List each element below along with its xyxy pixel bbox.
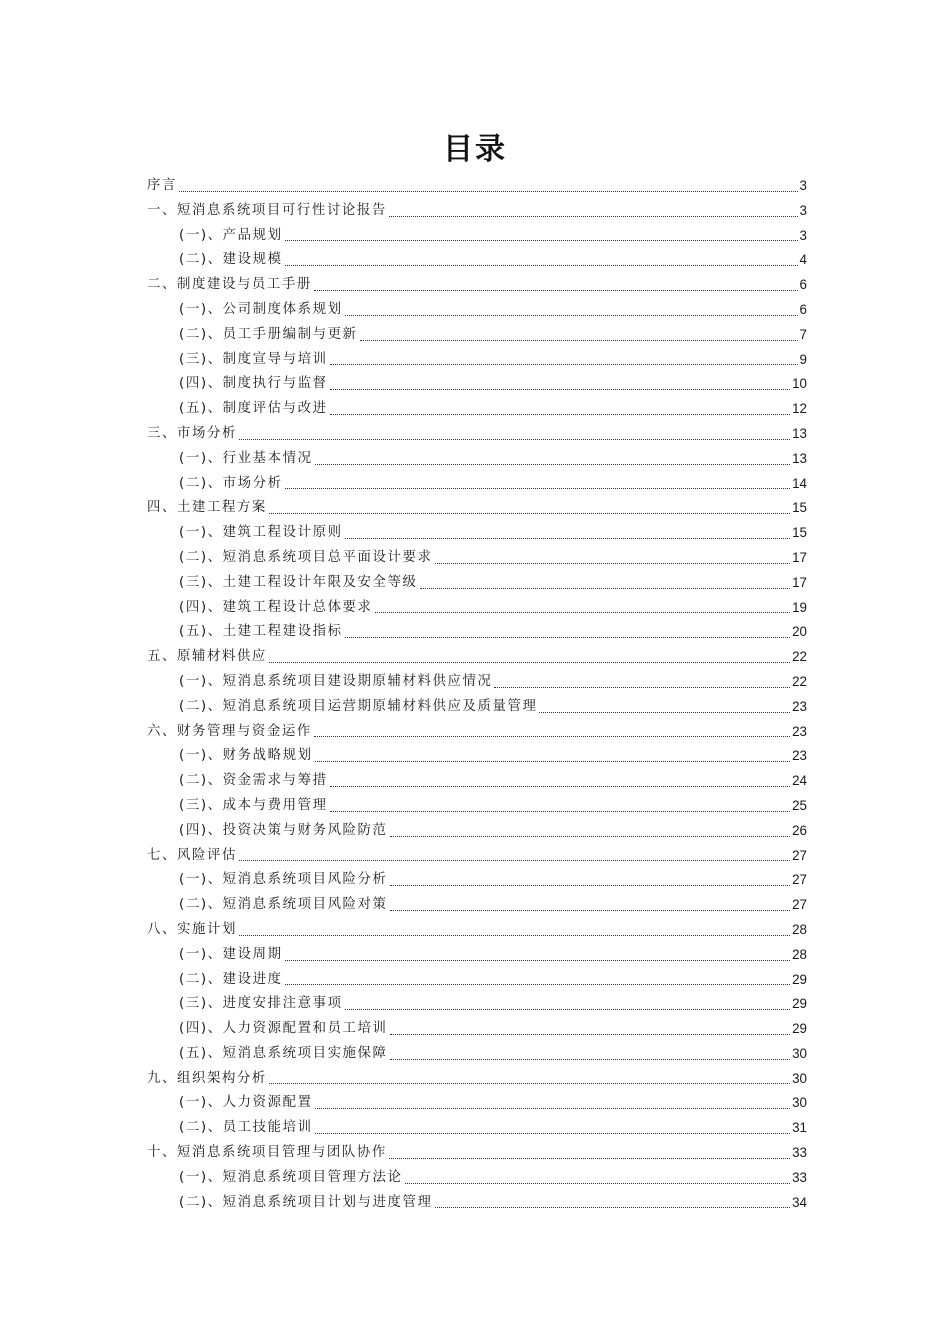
toc-dot-leader (269, 512, 790, 514)
toc-section-entry[interactable] (147, 645, 807, 670)
toc-entry-title: (二)、员工技能培训 (179, 1120, 313, 1136)
toc-subsection-entry[interactable] (147, 298, 807, 323)
toc-subsection-entry[interactable] (147, 372, 807, 397)
toc-entry-title: (三)、进度安排注意事项 (179, 996, 343, 1012)
toc-entry-title: (四)、投资决策与财务风险防范 (179, 822, 388, 838)
toc-page-number: 17 (792, 574, 807, 590)
toc-section-entry[interactable] (147, 273, 807, 298)
toc-subsection-entry[interactable] (147, 1017, 807, 1042)
toc-entry-title: 六、财务管理与资金运作 (147, 723, 312, 739)
toc-page-number: 29 (792, 971, 807, 987)
toc-entry-title: (二)、建设进度 (179, 971, 283, 987)
toc-dot-leader (330, 785, 791, 787)
toc-section-entry[interactable] (147, 199, 807, 224)
toc-entry-title: (一)、建设周期 (179, 946, 283, 962)
toc-section-entry[interactable] (147, 496, 807, 521)
toc-entry-title: 序言 (147, 178, 177, 193)
toc-entry-title: (二)、短消息系统项目运营期原辅材料供应及质量管理 (179, 698, 538, 714)
toc-entry-title: 九、组织架构分析 (147, 1070, 267, 1086)
toc-subsection-entry[interactable] (147, 992, 807, 1017)
toc-page-number: 26 (792, 822, 807, 838)
toc-entry-title: (一)、产品规划 (179, 227, 283, 243)
toc-dot-leader (285, 983, 791, 985)
toc-section-entry[interactable] (147, 1067, 807, 1092)
toc-page-number: 4 (799, 252, 807, 268)
toc-page-number: 3 (799, 202, 807, 218)
toc-page-number: 3 (799, 227, 807, 243)
toc-entry-title: (三)、成本与费用管理 (179, 797, 328, 813)
toc-entry-title: (二)、市场分析 (179, 475, 283, 491)
toc-dot-leader (239, 859, 790, 861)
toc-dot-leader (315, 1107, 791, 1109)
toc-subsection-entry[interactable] (147, 323, 807, 348)
toc-page-number: 22 (792, 673, 807, 689)
toc-page-number: 10 (792, 376, 807, 392)
toc-page-number: 22 (792, 649, 807, 665)
toc-subsection-entry[interactable] (147, 546, 807, 571)
toc-entry-title: (二)、短消息系统项目计划与进度管理 (179, 1194, 433, 1210)
toc-section-entry[interactable] (147, 844, 807, 869)
toc-entry-title: (二)、短消息系统项目风险对策 (179, 897, 388, 913)
toc-subsection-entry[interactable] (147, 447, 807, 472)
toc-page-number: 30 (792, 1070, 807, 1086)
toc-dot-leader (389, 1157, 790, 1159)
toc-page-number: 23 (792, 698, 807, 714)
toc-entry-title: (二)、短消息系统项目总平面设计要求 (179, 549, 433, 565)
toc-dot-leader (315, 760, 791, 762)
toc-page-number: 20 (792, 624, 807, 640)
toc-subsection-entry[interactable] (147, 868, 807, 893)
toc-page-number: 9 (799, 351, 807, 367)
toc-subsection-entry[interactable] (147, 794, 807, 819)
toc-dot-leader (285, 239, 798, 241)
toc-dot-leader (435, 562, 791, 564)
toc-subsection-entry[interactable] (147, 620, 807, 645)
toc-page-number: 29 (792, 1021, 807, 1037)
toc-subsection-entry[interactable] (147, 968, 807, 993)
toc-page-number: 23 (792, 723, 807, 739)
toc-dot-leader (405, 1182, 791, 1184)
toc-entry-title: 一、短消息系统项目可行性讨论报告 (147, 202, 387, 218)
toc-dot-leader (269, 661, 790, 663)
toc-subsection-entry[interactable] (147, 1042, 807, 1067)
table-of-contents (147, 174, 807, 1215)
toc-subsection-entry[interactable] (147, 1116, 807, 1141)
toc-entry-title: (二)、建设规模 (179, 252, 283, 268)
toc-dot-leader (330, 388, 791, 390)
toc-entry-title: (四)、人力资源配置和员工培训 (179, 1021, 388, 1037)
toc-subsection-entry[interactable] (147, 744, 807, 769)
toc-entry-title: 四、土建工程方案 (147, 500, 267, 516)
toc-page-number: 17 (792, 549, 807, 565)
toc-entry-title: (一)、建筑工程设计原则 (179, 525, 343, 541)
toc-page-number: 27 (792, 847, 807, 863)
toc-page-number: 6 (799, 301, 807, 317)
toc-dot-leader (315, 463, 791, 465)
toc-dot-leader (375, 611, 791, 613)
toc-entry-title: (五)、土建工程建设指标 (179, 624, 343, 640)
toc-entry-title: (五)、短消息系统项目实施保障 (179, 1045, 388, 1061)
toc-section-entry[interactable] (147, 1141, 807, 1166)
toc-page-number: 7 (799, 326, 807, 342)
toc-entry-title: (四)、建筑工程设计总体要求 (179, 599, 373, 615)
toc-entry-title: (四)、制度执行与监督 (179, 376, 328, 392)
toc-dot-leader (389, 215, 798, 217)
toc-dot-leader (315, 1132, 791, 1134)
toc-subsection-entry[interactable] (147, 670, 807, 695)
toc-page-number: 15 (792, 525, 807, 541)
toc-dot-leader (330, 810, 791, 812)
toc-entry-title: 二、制度建设与员工手册 (147, 277, 312, 293)
toc-entry-title: (一)、行业基本情况 (179, 450, 313, 466)
toc-page-number: 28 (792, 921, 807, 937)
toc-section-entry[interactable] (147, 918, 807, 943)
toc-dot-leader (285, 487, 791, 489)
toc-entry-title: (一)、公司制度体系规划 (179, 301, 343, 317)
toc-section-entry[interactable] (147, 174, 807, 199)
toc-entry-title: 三、市场分析 (147, 425, 237, 441)
toc-dot-leader (239, 934, 790, 936)
toc-subsection-entry[interactable] (147, 397, 807, 422)
toc-entry-title: (一)、人力资源配置 (179, 1095, 313, 1111)
toc-dot-leader (390, 1058, 791, 1060)
toc-page-number: 33 (792, 1145, 807, 1161)
toc-dot-leader (345, 1008, 791, 1010)
toc-entry-title: (一)、短消息系统项目建设期原辅材料供应情况 (179, 673, 493, 689)
toc-dot-leader (539, 711, 790, 713)
toc-subsection-entry[interactable] (147, 596, 807, 621)
toc-page-number: 31 (792, 1120, 807, 1136)
toc-dot-leader (345, 636, 791, 638)
toc-subsection-entry[interactable] (147, 521, 807, 546)
toc-entry-title: (一)、财务战略规划 (179, 748, 313, 764)
toc-page-number: 34 (792, 1194, 807, 1210)
toc-page-number: 27 (792, 897, 807, 913)
toc-page-number: 12 (792, 401, 807, 417)
toc-dot-leader (179, 190, 798, 192)
toc-page-number: 15 (792, 500, 807, 516)
toc-subsection-entry[interactable] (147, 571, 807, 596)
toc-page-number: 19 (792, 599, 807, 615)
toc-dot-leader (345, 314, 798, 316)
toc-page-number: 14 (792, 475, 807, 491)
toc-dot-leader (285, 959, 791, 961)
toc-page-number: 29 (792, 996, 807, 1012)
toc-page-number: 27 (792, 872, 807, 888)
toc-entry-title: (三)、土建工程设计年限及安全等级 (179, 574, 418, 590)
toc-page-number: 23 (792, 748, 807, 764)
toc-subsection-entry[interactable] (147, 1091, 807, 1116)
toc-dot-leader (435, 1206, 791, 1208)
toc-dot-leader (360, 339, 798, 341)
toc-entry-title: (二)、员工手册编制与更新 (179, 326, 358, 342)
toc-subsection-entry[interactable] (147, 695, 807, 720)
toc-dot-leader (345, 537, 791, 539)
toc-dot-leader (494, 686, 790, 688)
toc-dot-leader (390, 1033, 791, 1035)
toc-page-number: 30 (792, 1045, 807, 1061)
toc-entry-title: 七、风险评估 (147, 847, 237, 863)
toc-entry-title: (三)、制度宣导与培训 (179, 351, 328, 367)
toc-subsection-entry[interactable] (147, 893, 807, 918)
toc-subsection-entry[interactable] (147, 769, 807, 794)
toc-dot-leader (314, 735, 790, 737)
toc-entry-title: 十、短消息系统项目管理与团队协作 (147, 1145, 387, 1161)
toc-section-entry[interactable] (147, 422, 807, 447)
toc-page-number: 28 (792, 946, 807, 962)
toc-page-number: 33 (792, 1169, 807, 1185)
toc-entry-title: (一)、短消息系统项目风险分析 (179, 872, 388, 888)
toc-section-entry[interactable] (147, 720, 807, 745)
toc-dot-leader (330, 413, 791, 415)
toc-subsection-entry[interactable] (147, 472, 807, 497)
toc-page-number: 30 (792, 1095, 807, 1111)
toc-page-number: 13 (792, 450, 807, 466)
toc-subsection-entry[interactable] (147, 819, 807, 844)
toc-entry-title: 八、实施计划 (147, 921, 237, 937)
toc-dot-leader (390, 835, 791, 837)
toc-page-number: 25 (792, 797, 807, 813)
toc-page-number: 6 (799, 277, 807, 293)
toc-entry-title: (二)、资金需求与筹措 (179, 773, 328, 789)
toc-subsection-entry[interactable] (147, 943, 807, 968)
toc-dot-leader (269, 1082, 790, 1084)
toc-page-number: 3 (799, 178, 807, 193)
toc-dot-leader (314, 289, 798, 291)
toc-subsection-entry[interactable] (147, 1166, 807, 1191)
toc-dot-leader (390, 884, 791, 886)
toc-subsection-entry[interactable] (147, 348, 807, 373)
toc-dot-leader (420, 587, 791, 589)
toc-dot-leader (285, 264, 798, 266)
toc-page-number: 24 (792, 773, 807, 789)
toc-subsection-entry[interactable] (147, 224, 807, 249)
toc-entry-title: (五)、制度评估与改进 (179, 401, 328, 417)
toc-dot-leader (330, 363, 798, 365)
toc-entry-title: 五、原辅材料供应 (147, 649, 267, 665)
toc-dot-leader (390, 909, 791, 911)
toc-dot-leader (239, 438, 790, 440)
toc-entry-title: (一)、短消息系统项目管理方法论 (179, 1169, 403, 1185)
page-title: 目录 (443, 132, 507, 167)
toc-subsection-entry[interactable] (147, 248, 807, 273)
toc-page-number: 13 (792, 425, 807, 441)
toc-subsection-entry[interactable] (147, 1191, 807, 1216)
